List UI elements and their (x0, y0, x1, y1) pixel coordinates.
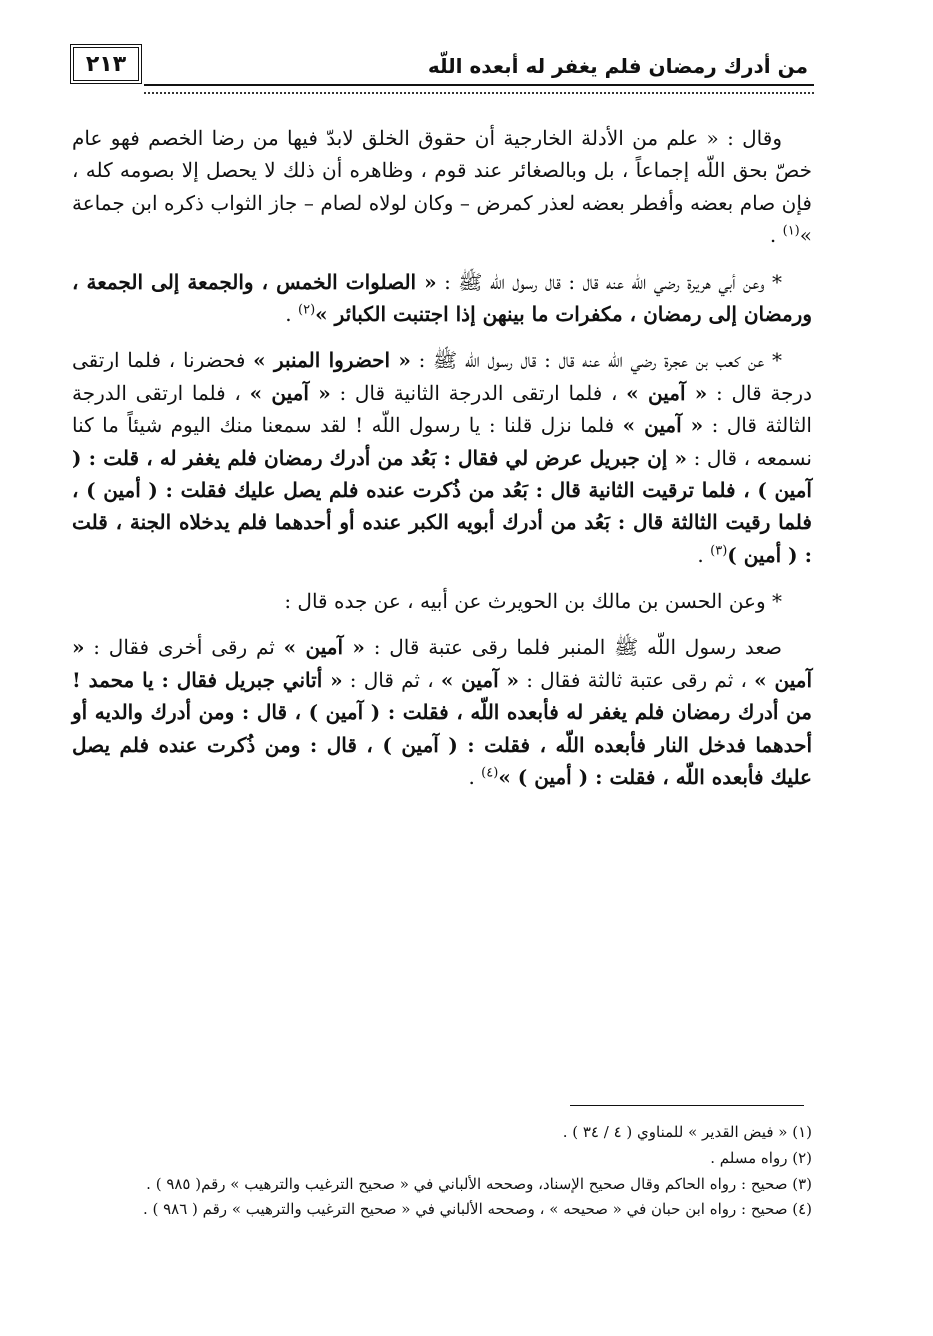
bold-text-run: « آمين » (622, 413, 704, 438)
paragraph-4 (72, 585, 812, 617)
footnotes (72, 1120, 812, 1223)
text-run: . (697, 542, 711, 567)
bold-text-run: « آمين » (72, 635, 812, 692)
bold-text-run: « آمين » (626, 380, 708, 405)
bold-text-run: « أتاني جبريل فقال : يا محمد ! من أدرك رمضان فلم يغفر له فأبعده اللّه ، فقلت : ( آمين ) ، قال : ومن أدرك والديه أو أحدهما فدخل النار فأبعده اللّه ، فقلت : ( آمين ) ، قال : ومن ذُكرت عنده فلم يصل عليك فأبعده اللّه ، فقلت : ( أمين ) » (72, 667, 812, 790)
text-run: ثم رقى أخرى فقال : (84, 635, 284, 660)
text-run: ، ثم قال : (342, 667, 441, 692)
paragraph-5 (72, 631, 812, 793)
text-run: * وعن أبي هريرة رضي اللّه عنه قال : قال رسول اللّه ﷺ : (436, 269, 782, 294)
text-run: . (769, 223, 783, 248)
body-text (72, 122, 812, 807)
bold-text-run: « آمين » (249, 380, 331, 405)
bold-text-run: « الصلوات الخمس ، والجمعة إلى الجمعة ، ورمضان إلى رمضان ، مكفرات ما بينهن إذا اجتنبت الكبائر » (72, 269, 812, 326)
bold-text-run: « آمين » (440, 667, 520, 692)
bold-text-run: « آمين » (283, 635, 365, 660)
bold-text-run: « إن جبريل عرض لي فقال : بَعُد من أدرك رمضان فلم يغفر له ، قلت : ( آمين ) ، فلما ترقيت الثانية قال : بَعُد من ذُكرت عنده فلم يصل عليك فقلت : ( أمين ) ، فلما رقيت الثالثة قال : بَعُد من أدرك أبويه الكبر عنده أو أحدهما فلم يدخلاه الجنة ، قلت : ( أمين ) (72, 445, 812, 567)
text-run: صعد رسول اللّه ﷺ المنبر فلما رقى عتبة قال : (364, 635, 782, 660)
text-run: فحضرنا ، فلما ارتقى درجة قال : (72, 348, 812, 405)
text-run: * وعن الحسن بن مالك بن الحويرث عن أبيه ، عن جده قال : (284, 589, 782, 614)
footnote-2: (٢) رواه مسلم . (710, 1148, 812, 1167)
header-rule (144, 84, 814, 94)
footnote-3: (٣) صحيح : رواه الحاكم وقال صحيح الإسناد، وصححه الألباني في « صحيح الترغيب والترهيب » رقم( ٩٨٥ ) . (146, 1174, 812, 1193)
footnote-ref: (٣) (710, 543, 728, 559)
page-number: ٢١٣ (70, 44, 142, 84)
text-run: * عن كعب بن عجرة رضي اللّه عنه قال : قال رسول اللّه ﷺ : (410, 348, 782, 373)
footnote-ref: (١) (782, 223, 800, 239)
footnote-separator (570, 1105, 804, 1106)
text-run: ، فلما ارتقى الدرجة الثانية قال : (330, 380, 627, 405)
footnote-ref: (٤) (481, 765, 499, 781)
text-run: . (468, 765, 482, 790)
page-header (70, 40, 814, 96)
footnote-1: (١) « فيض القدير » للمناوي ( ٤ / ٣٤ ) . (562, 1123, 812, 1141)
text-run: فلما نزل قلنا : يا رسول اللّه ! لقد سمعنا منك اليوم شيئاً ما كنا نسمعه ، قال : (72, 413, 812, 470)
footnote-4: (٤) صحيح : رواه ابن حبان في « صحيحه » ، وصححه الألباني في « صحيح الترغيب والترهيب » رقم ( ٩٨٦ ) . (142, 1200, 812, 1219)
text-run: ، ثم رقى عتبة ثالثة فقال : (519, 667, 755, 692)
footnote-ref: (٢) (298, 302, 316, 318)
bold-text-run: « احضروا المنبر » (253, 348, 411, 373)
paragraph-2 (72, 266, 812, 331)
paragraph-3 (72, 344, 812, 571)
text-run: ، فلما ارتقى الدرجة الثالثة قال : (72, 380, 812, 438)
text-run: وقال : « علم من الأدلة الخارجية أن حقوق الخلق لابدّ فيها من رضا الخصم فهو عام خصّ بحق اللّه إجماعاً ، بل وبالصغائر عند قوم ، وظاهره أن ذلك لا يحصل إلا بصومه كله ، فإن صام بعضه وأفطر بعضه لعذر كمرض – وكان لولاه لصام – جاز الثواب ذكره ابن جماعة » (72, 126, 812, 248)
text-run: . (285, 301, 298, 326)
running-title: من أدرك رمضان فلم يغفر له أبعده اللّه (427, 54, 808, 78)
paragraph-1 (72, 122, 812, 252)
